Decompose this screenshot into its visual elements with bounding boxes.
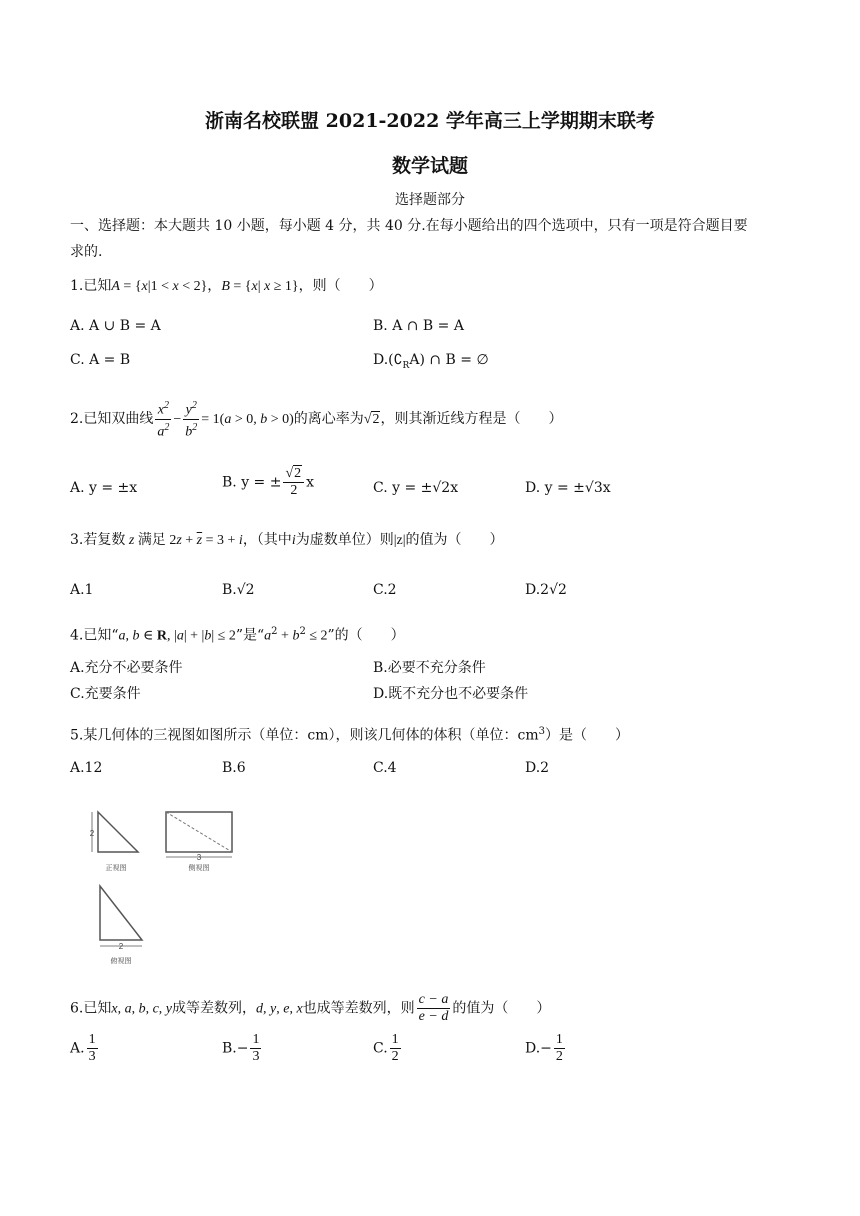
q5-option-c: C.4 — [373, 760, 397, 776]
q5-option-b: B.6 — [222, 760, 246, 776]
q1-option-d: $D.(∁_RA)$ ∩ B = ∅ — [373, 352, 489, 371]
q6-option-c: C. $\frac{1}{2}$ — [373, 1032, 399, 1064]
question-5: 5.某几何体的三视图如图所示（单位：cm），则该几何体的体积（单位：$cm^3$）是（ ） — [70, 726, 629, 744]
q3-option-a: A.1 — [70, 582, 94, 598]
q1-set-a: A — [111, 279, 120, 294]
q1-set-b: B — [221, 279, 230, 294]
question-2: 2.已知双曲线 $\frac{x^2}{a^2}$ − $\frac{y^2}{b^2}$ = 1(a > 0, b > 0)的离心率为√2，则其渐近线方程是（ ） — [70, 400, 563, 440]
side-dim-label: 3 — [196, 853, 202, 862]
question-1: 1.已知A = {x|1 < x < 2}，B = {x| x ≥ 1}，则（ ） — [70, 278, 383, 294]
q1-option-b: B. A ∩ B = A — [373, 318, 464, 334]
q2-option-c: C. y = ±√2x — [373, 480, 459, 496]
question-6: 6.已知x, a, b, c, y成等差数列，d, y, e, x也成等差数列，则 $\frac{c - a}{e - d}$ 的值为（ ） — [70, 992, 551, 1024]
front-view-label: 正视图 — [105, 865, 127, 872]
q4-option-c: C.充要条件 — [70, 686, 141, 702]
section-heading: 选择题部分 — [395, 192, 465, 208]
question-3: 3.若复数 z 满足 $2z + \overline{z} = 3 + i$，（其中i为虚数单位）则|z|的值为（ ） — [70, 532, 504, 548]
top-dim-label: 2 — [118, 942, 124, 951]
q5-option-a: A.12 — [70, 760, 103, 776]
q2-option-d: D. y = ±√3x — [525, 480, 611, 496]
instructions-line1: 一、选择题：本大题共 10 小题，每小题 4 分，共 40 分.在每小题给出的四个选项中，只有一项是符合题目要 — [70, 218, 748, 234]
q4-option-d: D.既不充分也不必要条件 — [373, 686, 529, 702]
q1-option-a: A. A ∪ B = A — [70, 318, 161, 334]
top-view-label: 俯视图 — [110, 958, 132, 965]
q1-option-c: C. A = B — [70, 352, 131, 368]
q3-option-b: B.√2 — [222, 582, 255, 598]
instructions-line2: 求的. — [70, 244, 103, 260]
three-view-figure — [88, 808, 248, 972]
q2-option-b: B. y = ± $\frac{√2}{2}$ x — [222, 466, 315, 498]
q1-suffix: ，则（ ） — [298, 278, 383, 294]
exam-subtitle: 数学试题 — [391, 155, 468, 177]
question-4: 4.已知“a, b ∈ R, |a| + |b| ≤ 2”是“$a^2 + b^2 \le 2$”的（ ） — [70, 626, 405, 644]
front-dim-label: 2 — [89, 829, 95, 838]
q2-option-a: A. y = ±x — [70, 480, 138, 496]
q6-option-d: D.− $\frac{1}{2}$ — [525, 1032, 563, 1064]
q4-option-b: B.必要不充分条件 — [373, 660, 486, 676]
q6-option-b: B.− $\frac{1}{3}$ — [222, 1032, 260, 1064]
q1-prefix: 1.已知 — [70, 278, 112, 294]
side-view-hidden-edge — [166, 812, 232, 852]
q6-option-a: A. $\frac{1}{3}$ — [70, 1032, 96, 1064]
front-view-triangle — [98, 812, 138, 852]
q4-option-a: A.充分不必要条件 — [70, 660, 183, 676]
top-view-triangle — [100, 886, 142, 940]
exam-title: 浙南名校联盟 2021-2022 学年高三上学期期末联考 — [205, 110, 655, 132]
side-view-label: 侧视图 — [188, 865, 210, 872]
q3-option-c: C.2 — [373, 582, 397, 598]
q3-option-d: D.2√2 — [525, 582, 567, 598]
q5-option-d: D.2 — [525, 760, 550, 776]
